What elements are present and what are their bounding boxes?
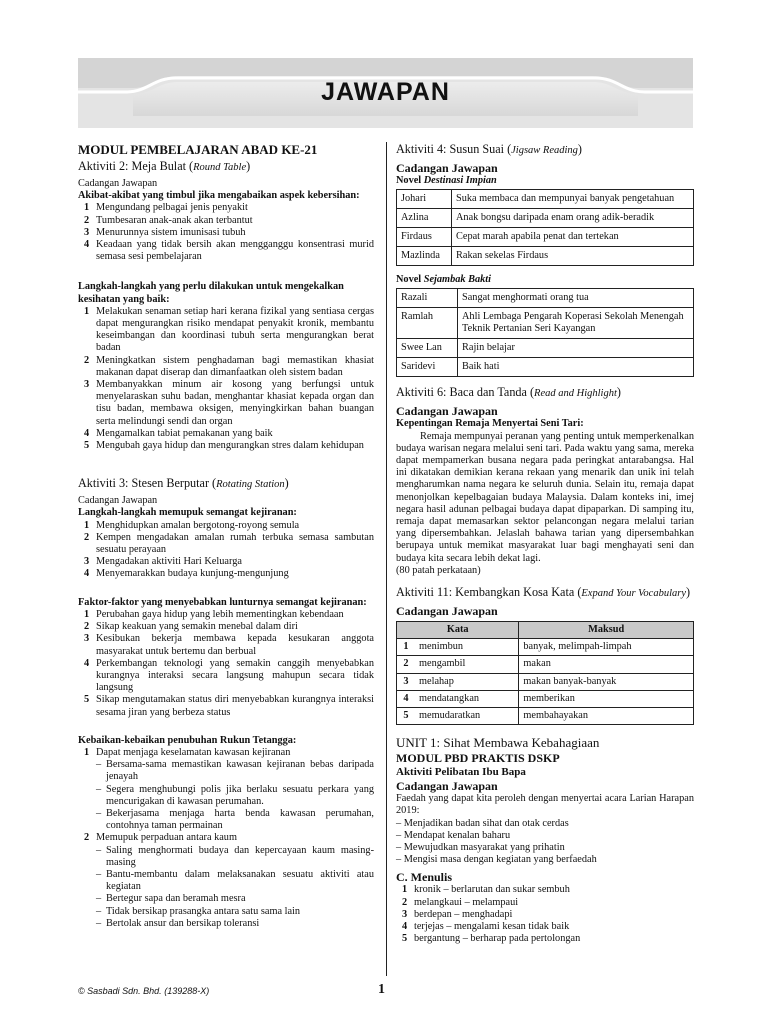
- aktiviti3-list2-item: [78, 609, 374, 621]
- item-text: Memupuk perpaduan antara kaum: [96, 832, 237, 844]
- character-trait: Suka membaca dan mempunyai banyak pengetahuan: [452, 190, 694, 209]
- item-number: 1: [84, 519, 90, 531]
- sub-list: [96, 759, 374, 832]
- menulis-heading: C. Menulis: [396, 870, 453, 885]
- item-text: Membanyakkan minum air kosong yang berfungsi untuk menyelaraskan suhu badan, menghantar khasiat kepada organ dan tisu badan, membawa oksigen, menyingkirkan bahan buangan serta melindungi sendi dan organ: [96, 379, 374, 427]
- item-number: 2: [402, 896, 408, 908]
- item-number: 3: [402, 908, 408, 920]
- item-number: 5: [84, 694, 90, 706]
- sub-item: [96, 918, 374, 930]
- item-text: Meningkatkan sistem penghadaman bagi memastikan khasiat makanan dapat diserap dan dimanfaatkan oleh sistem badan: [96, 354, 374, 378]
- activity-6-question: Kepentingan Remaja Menyertai Seni Tari:: [396, 418, 584, 430]
- item-text: berdepan – menghadapi: [414, 908, 513, 920]
- item-text: Sikap keakuan yang semakin menebal dalam diri: [96, 621, 298, 633]
- unit-title: UNIT 1: Sihat Membawa Kebahagiaan: [396, 735, 600, 751]
- novel-1-label: [396, 175, 694, 187]
- col-kata: Kata: [397, 622, 519, 639]
- copyright-text: © Sasbadi Sdn. Bhd.: [78, 986, 162, 996]
- novel-2-label: [396, 274, 694, 286]
- item-number: 2: [84, 531, 90, 543]
- item-number: 5: [402, 933, 408, 945]
- sub-item-text: Tidak bersikap prasangka antara satu sama lain: [106, 905, 301, 917]
- activity-3-question-1: Langkah-langkah memupuk semangat kejiranan:: [78, 507, 297, 519]
- footer-copyright: [78, 986, 209, 996]
- table-row: [397, 308, 694, 339]
- sub-item: [96, 784, 374, 808]
- table-row: [397, 708, 694, 725]
- aktiviti2-list2-item: [78, 355, 374, 379]
- list-item: [396, 830, 694, 842]
- activity-6-word-count: (80 patah perkataan): [396, 564, 481, 576]
- dash-marker: –: [96, 759, 102, 771]
- col-maksud: Maksud: [519, 622, 694, 639]
- item-text: melangkaui – melampaui: [414, 896, 519, 908]
- list-item: [396, 854, 694, 866]
- menulis-item: [396, 897, 694, 909]
- meaning-cell: memberikan: [519, 690, 694, 707]
- activity-2-list-1: [78, 202, 374, 263]
- dash-marker: –: [96, 868, 102, 880]
- dash-marker: –: [96, 905, 102, 917]
- item-text: Menurunnya sistem imunisasi tubuh: [96, 226, 246, 238]
- vocabulary-table: [396, 621, 694, 725]
- activity-6-paragraph: Remaja mempunyai peranan yang penting untuk memperkenalkan budaya warisan negara melalui seni tari. Pada waktu yang sama, mereka dapat mempamerkan busana negara pada peringkat antarabangsa. Hal ini dikatakan demikian kerana rekaan yang menarik dan unik ini telah mengharumkan nama negara ke seluruh dunia. Selain itu, remaja dapat menonjolkan kepelbagaian budaya Malaysia. Dalam konteks ini, imej negara hasil adunan pelbagai budaya dapat dipaparkan. Di samping itu, remaja dapat memasarkan sektor pelancongan negara melalui tarian yang dipersembahkan. Jelaslah bahawa tarian yang dipersembahkan berupaya untuk memikat masyarakat luar bagi menghayati seni dan budaya kita secara lebih dekat lagi.: [396, 430, 694, 564]
- unit-intro: Faedah yang dapat kita peroleh dengan menyertai acara Larian Harapan 2019:: [396, 793, 694, 817]
- item-text: terjejas – mengalami kesan tidak baik: [414, 921, 570, 933]
- list-item-text: Mewujudkan masyarakat yang prihatin: [403, 842, 565, 854]
- word-cell: melahap: [415, 673, 519, 690]
- page-number: 1: [378, 982, 385, 997]
- activity-3-cadangan: Cadangan Jawapan: [78, 495, 158, 507]
- item-text: Perubahan gaya hidup yang lebih mementingkan kebendaan: [96, 608, 344, 620]
- row-number: 1: [397, 639, 416, 656]
- row-number: 5: [397, 708, 416, 725]
- sub-item: [96, 893, 374, 905]
- aktiviti2-list1-item: [78, 227, 374, 239]
- sub-item: [96, 808, 374, 832]
- table-row: [397, 190, 694, 209]
- registration-number: (139288-X): [164, 986, 210, 996]
- unit-aktiviti: Aktiviti Pelibatan Ibu Bapa: [396, 766, 526, 779]
- aktiviti2-list2-item: [78, 428, 374, 440]
- word-cell: memudaratkan: [415, 708, 519, 725]
- item-text: Menyemarakkan budaya kunjung-mengunjung: [96, 568, 289, 580]
- activity-11-title-en: Expand Your Vocabulary: [581, 588, 686, 600]
- activity-2-cadangan: Cadangan Jawapan: [78, 178, 158, 189]
- item-text: Melakukan senaman setiap hari kerana fizikal yang sentiasa cergas dapat mengurangkan risiko mendapat penyakit kronik, membantu keseimbangan dan koordinasi tubuh serta mengurangkan berat badan: [96, 305, 374, 354]
- aktiviti3-list1-item: [78, 568, 374, 580]
- novel-2-prefix: Novel: [396, 274, 422, 286]
- activity-3-list-1: [78, 520, 374, 581]
- activity-6-heading: Aktiviti 6: Baca dan Tanda (Read and Highlight): [396, 385, 621, 400]
- activity-11-heading: Aktiviti 11: Kembangkan Kosa Kata (Expand Your Vocabulary): [396, 585, 691, 600]
- item-text: Mengundang pelbagai jenis penyakit: [96, 202, 248, 214]
- item-text: Keadaan yang tidak bersih akan mengganggu konsentrasi murid semasa sesi pembelajaran: [96, 239, 374, 263]
- character-name: Swee Lan: [397, 339, 458, 358]
- activity-2-heading: Aktiviti 2: Meja Bulat (Round Table): [78, 159, 251, 173]
- aktiviti2-list2-item: [78, 306, 374, 355]
- aktiviti3-list2-item: [78, 621, 374, 633]
- item-text: Perkembangan teknologi yang semakin canggih menyebabkan kurangnya interaksi secara langsung mahupun secara tidak langsung: [96, 657, 374, 694]
- item-number: 3: [84, 556, 90, 568]
- unit-modul: MODUL PBD PRAKTIS DSKP: [396, 751, 560, 766]
- character-trait: Rajin belajar: [458, 339, 694, 358]
- activity-3-question-2: Faktor-faktor yang menyebabkan lunturnya semangat kejiranan:: [78, 596, 367, 608]
- item-number: 1: [402, 884, 408, 896]
- word-cell: mendatangkan: [415, 690, 519, 707]
- novel-2-name: Sejambak Bakti: [423, 274, 491, 286]
- unit-items: [396, 818, 694, 867]
- aktiviti3-list1-item: [78, 520, 374, 532]
- item-text: Tumbesaran anak-anak akan terbantut: [96, 214, 253, 226]
- item-text: Mengubah gaya hidup dan mengurangkan stres dalam kehidupan: [96, 440, 364, 452]
- aktiviti2-list2-item: [78, 440, 374, 452]
- word-cell: mengambil: [415, 656, 519, 673]
- meaning-cell: makan banyak-banyak: [519, 673, 694, 690]
- activity-3-title: Aktiviti 3: Stesen Berputar: [78, 476, 209, 491]
- character-trait: Cepat marah apabila penat dan tertekan: [452, 228, 694, 247]
- sub-item-text: Bersama-sama memastikan kawasan kejiranan bebas daripada jenayah: [106, 759, 374, 783]
- sub-list: [96, 845, 374, 930]
- menulis-item: [396, 884, 694, 896]
- item-text: bergantung – berharap pada pertolongan: [414, 933, 581, 945]
- character-trait: Sangat menghormati orang tua: [458, 289, 694, 308]
- character-name: Mazlinda: [397, 247, 452, 266]
- left-column: [78, 142, 374, 930]
- item-text: Menghidupkan amalan bergotong-royong semula: [96, 519, 300, 531]
- item-number: 4: [84, 657, 90, 669]
- character-trait: Baik hati: [458, 358, 694, 377]
- row-number: 2: [397, 656, 416, 673]
- item-number: 1: [84, 305, 90, 317]
- table-row: [397, 639, 694, 656]
- activity-3-list-3: [78, 747, 374, 930]
- item-number: 3: [84, 226, 90, 238]
- activity-4-title-en: Jigsaw Reading: [511, 145, 578, 156]
- column-divider: [386, 142, 387, 976]
- activity-2-list-2: [78, 306, 374, 452]
- list-item: [396, 818, 694, 830]
- vocabulary-table-header: [397, 622, 694, 639]
- list-item: [396, 842, 694, 854]
- item-number: 5: [84, 440, 90, 452]
- kebaikan-item: [78, 747, 374, 832]
- menulis-item: [396, 921, 694, 933]
- sub-item-text: Bantu-membantu dalam melaksanakan sesuatu aktiviti atau kegiatan: [106, 868, 374, 893]
- item-number: 4: [84, 427, 90, 439]
- module-title: MODUL PEMBELAJARAN ABAD KE-21: [78, 142, 318, 157]
- dash-marker: –: [96, 893, 102, 905]
- list-item-text: Mendapat kenalan baharu: [403, 829, 511, 841]
- aktiviti3-list2-item: [78, 694, 374, 718]
- item-number: 1: [84, 202, 90, 214]
- word-cell: menimbun: [415, 639, 519, 656]
- activity-6-title-en: Read and Highlight: [534, 388, 617, 400]
- character-name: Razali: [397, 289, 458, 308]
- item-number: 2: [84, 832, 90, 844]
- table-row: [397, 289, 694, 308]
- sub-item-text: Bekerjasama menjaga harta benda kawasan perumahan, contohnya taman permainan: [106, 807, 374, 832]
- activity-6-cadangan: Cadangan Jawapan: [396, 404, 498, 419]
- table-row: [397, 656, 694, 673]
- table-row: [397, 247, 694, 266]
- table-row: [397, 228, 694, 247]
- item-text: Kempen mengadakan amalan rumah terbuka semasa sambutan sesuatu perayaan: [96, 531, 374, 556]
- activity-3-question-3: Kebaikan-kebaikan penubuhan Rukun Tetangga:: [78, 734, 297, 746]
- sub-item-text: Bertolak ansur dan bersikap toleransi: [106, 917, 260, 929]
- aktiviti3-list2-item: [78, 658, 374, 695]
- kebaikan-item: [78, 832, 374, 930]
- item-number: 1: [84, 746, 90, 758]
- activity-11-title: Aktiviti 11: Kembangkan Kosa Kata: [396, 585, 575, 600]
- activity-2-title-en: Round Table: [193, 162, 247, 173]
- right-column: [396, 142, 694, 946]
- activity-6-title: Aktiviti 6: Baca dan Tanda: [396, 385, 527, 400]
- table-row: [397, 358, 694, 377]
- aktiviti3-list1-item: [78, 532, 374, 556]
- aktiviti3-list1-item: [78, 556, 374, 568]
- aktiviti2-list1-item: [78, 215, 374, 227]
- list-item-text: Menjadikan badan sihat dan otak cerdas: [403, 817, 569, 829]
- novel-2-table: [396, 288, 694, 377]
- item-number: 4: [402, 921, 408, 933]
- item-number: 2: [84, 214, 90, 226]
- menulis-item: [396, 933, 694, 945]
- aktiviti2-list1-item: [78, 202, 374, 214]
- table-row: [397, 339, 694, 358]
- activity-3-title-en: Rotating Station: [216, 479, 285, 491]
- dash-marker: –: [96, 917, 102, 929]
- activity-4-title: Aktiviti 4: Susun Suai: [396, 142, 505, 156]
- activity-2-question-1: Akibat-akibat yang timbul jika mengabaikan aspek kebersihan:: [78, 190, 360, 202]
- item-number: 4: [84, 239, 90, 251]
- item-number: 3: [84, 633, 90, 645]
- novel-1-table: [396, 189, 694, 266]
- menulis-item: [396, 909, 694, 921]
- item-number: 2: [84, 354, 90, 366]
- dash-marker: –: [396, 817, 404, 829]
- banner-title: JAWAPAN: [321, 78, 450, 106]
- sub-item-text: Segera menghubungi polis jika berlaku sesuatu perkara yang mencurigakan di kawasan perumahan.: [106, 783, 374, 807]
- sub-item: [96, 906, 374, 918]
- sub-item-text: Saling menghormati budaya dan kepercayaan kaum masing-masing: [106, 844, 374, 868]
- meaning-cell: makan: [519, 656, 694, 673]
- dash-marker: –: [396, 842, 404, 854]
- sub-item: [96, 869, 374, 893]
- sub-item: [96, 759, 374, 783]
- novel-1-name: Destinasi Impian: [423, 175, 497, 186]
- item-body: [96, 832, 374, 930]
- dash-marker: –: [396, 829, 404, 841]
- item-number: 4: [84, 568, 90, 580]
- character-name: Johari: [397, 190, 452, 209]
- item-text: Sikap mengutamakan status diri menyebabkan kurangnya interaksi sesama jiran yang berbeza status: [96, 694, 374, 718]
- activity-2-question-2: Langkah-langkah yang perlu dilakukan untuk mengekalkan kesihatan yang baik:: [78, 281, 344, 305]
- item-text: Kesibukan bekerja membawa kepada kesukaran anggota masyarakat untuk bertemu dan berbual: [96, 633, 374, 657]
- dash-marker: –: [96, 783, 102, 795]
- unit-cadangan: Cadangan Jawapan: [396, 779, 498, 794]
- sub-item-text: Bertegur sapa dan beramah mesra: [106, 893, 246, 905]
- list-item-text: Mengisi masa dengan kegiatan yang berfaedah: [403, 854, 597, 866]
- header-banner: [78, 58, 693, 128]
- character-name: Firdaus: [397, 228, 452, 247]
- activity-3-list-2: [78, 609, 374, 719]
- item-text: kronik – berlarutan dan sukar sembuh: [414, 884, 570, 896]
- dash-marker: –: [96, 807, 102, 819]
- aktiviti2-list1-item: [78, 239, 374, 263]
- activity-11-cadangan: Cadangan Jawapan: [396, 604, 498, 619]
- row-number: 4: [397, 690, 416, 707]
- item-number: 3: [84, 379, 90, 391]
- row-number: 3: [397, 673, 416, 690]
- novel-1-prefix: Novel: [396, 175, 422, 186]
- item-number: 1: [84, 608, 90, 620]
- character-trait: Rakan sekelas Firdaus: [452, 247, 694, 266]
- character-name: Ramlah: [397, 308, 458, 339]
- item-text: Mengamalkan tabiat pemakanan yang baik: [96, 427, 273, 439]
- table-row: [397, 673, 694, 690]
- activity-2-title: Aktiviti 2: Meja Bulat: [78, 159, 186, 173]
- activity-4-heading: Aktiviti 4: Susun Suai (Jigsaw Reading): [396, 142, 582, 156]
- table-row: [397, 690, 694, 707]
- item-body: [96, 747, 374, 832]
- character-trait: Anak bongsu daripada enam orang adik-beradik: [452, 209, 694, 228]
- dash-marker: –: [96, 844, 102, 856]
- activity-4-cadangan: Cadangan Jawapan: [396, 161, 498, 175]
- activity-3-heading: Aktiviti 3: Stesen Berputar (Rotating Station): [78, 476, 289, 491]
- character-name: Azlina: [397, 209, 452, 228]
- table-row: [397, 209, 694, 228]
- aktiviti3-list2-item: [78, 633, 374, 657]
- aktiviti2-list2-item: [78, 379, 374, 428]
- meaning-cell: membahayakan: [519, 708, 694, 725]
- item-number: 2: [84, 621, 90, 633]
- item-text: Dapat menjaga keselamatan kawasan kejiranan: [96, 746, 291, 758]
- meaning-cell: banyak, melimpah-limpah: [519, 639, 694, 656]
- character-trait: Ahli Lembaga Pengarah Koperasi Sekolah Menengah Teknik Pertanian Seri Kayangan: [458, 308, 694, 339]
- menulis-list: [396, 884, 694, 945]
- character-name: Saridevi: [397, 358, 458, 377]
- sub-item: [96, 845, 374, 869]
- dash-marker: –: [396, 854, 404, 866]
- item-text: Mengadakan aktiviti Hari Keluarga: [96, 556, 242, 568]
